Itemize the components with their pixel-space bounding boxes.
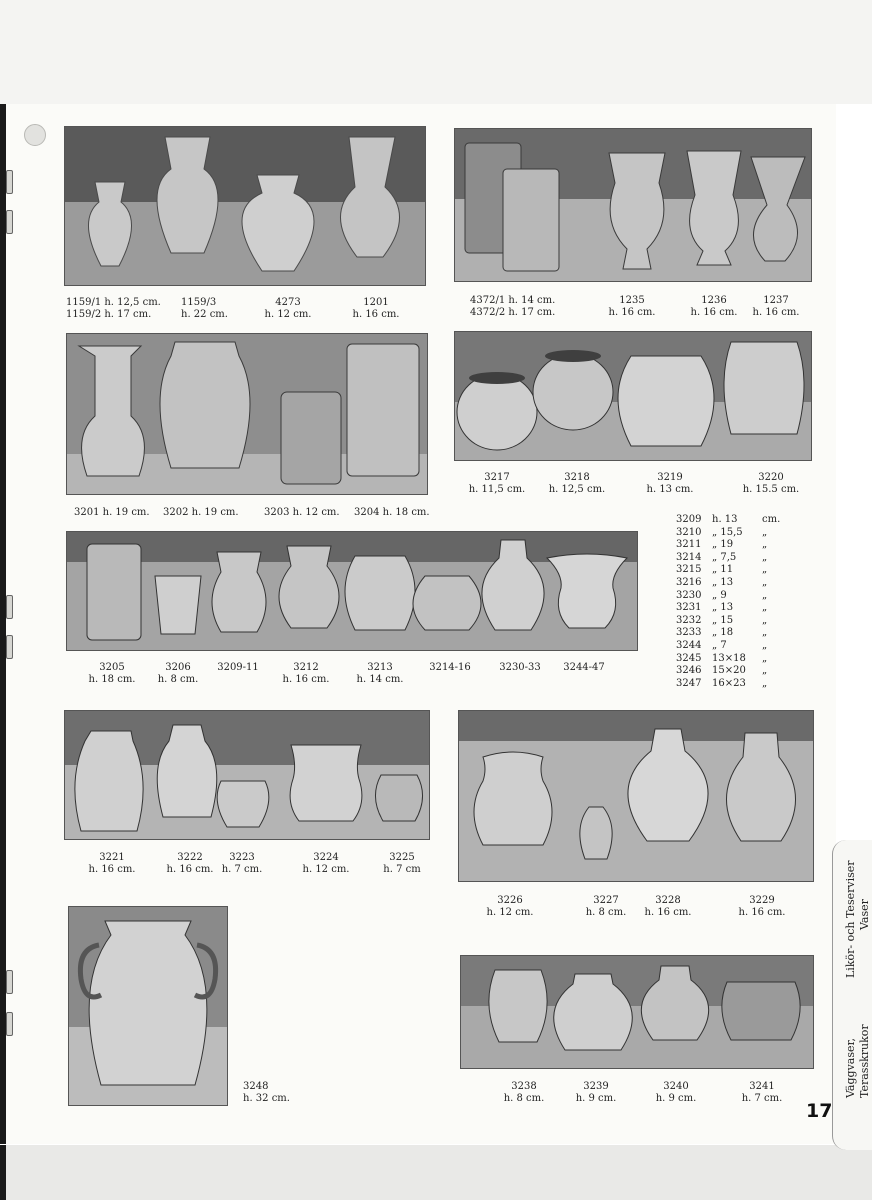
caption-1236 bbox=[682, 295, 746, 319]
caption-line: 1201 bbox=[363, 297, 389, 308]
size-table-row bbox=[676, 665, 780, 678]
size-table-cell: „ 7,5 bbox=[712, 551, 737, 563]
binder-clip bbox=[6, 635, 13, 659]
caption-3238 bbox=[494, 1081, 554, 1105]
caption-line: h. 7 cm bbox=[383, 864, 421, 875]
caption-line: h. 16 cm. bbox=[166, 864, 214, 875]
caption-3204: 3204 h. 18 cm. bbox=[354, 507, 430, 518]
caption-line: h. 11,5 cm. bbox=[468, 484, 526, 495]
photo-vase-3248 bbox=[68, 906, 228, 1106]
caption-3205 bbox=[80, 662, 144, 686]
caption-3228 bbox=[636, 895, 700, 919]
caption-line: 3240 bbox=[663, 1081, 689, 1092]
photo-vases-4372-1237 bbox=[454, 128, 812, 282]
size-table-cell: „ 15,5 bbox=[712, 526, 743, 538]
caption-3221 bbox=[80, 852, 144, 876]
photo-image bbox=[65, 711, 429, 839]
size-table bbox=[676, 514, 780, 690]
binder-clip bbox=[6, 970, 13, 994]
size-table-cell: 13×18 bbox=[712, 652, 746, 664]
caption-line: h. 16 cm. bbox=[352, 309, 400, 320]
caption-4273 bbox=[256, 297, 320, 321]
size-table-cell: 3209 bbox=[676, 514, 702, 525]
page-edge-bottom bbox=[0, 1145, 6, 1200]
caption-3214-16 bbox=[418, 662, 482, 674]
caption-line: h. 16 cm. bbox=[88, 864, 136, 875]
caption-line: h. 8 cm. bbox=[503, 1093, 545, 1104]
page-number: 17 bbox=[806, 1100, 833, 1122]
caption-1237 bbox=[744, 295, 808, 319]
caption-line: 3225 bbox=[389, 852, 415, 863]
size-table-cell: 3246 bbox=[676, 665, 702, 677]
caption-1235 bbox=[600, 295, 664, 319]
size-table-row bbox=[676, 527, 780, 540]
caption-line: 3218 bbox=[564, 472, 590, 483]
caption-line: 3227 bbox=[593, 895, 619, 906]
caption-line: h. 13 cm. bbox=[646, 484, 694, 495]
size-table-cell: 3244 bbox=[676, 639, 702, 651]
caption-line: 4273 bbox=[275, 297, 301, 308]
size-table-cell: 3215 bbox=[676, 564, 702, 576]
caption-3218 bbox=[540, 472, 614, 496]
size-table-row bbox=[676, 627, 780, 640]
caption-line: h. 7 cm. bbox=[741, 1093, 783, 1104]
caption-line: 3209-11 bbox=[217, 662, 259, 673]
caption-line: 1235 bbox=[619, 295, 645, 306]
binder-clip bbox=[6, 170, 13, 194]
caption-line: 3217 bbox=[484, 472, 510, 483]
caption-line: 1159/2 h. 17 cm. bbox=[66, 309, 152, 320]
size-table-row bbox=[676, 678, 780, 691]
caption-line: h. 16 cm. bbox=[282, 674, 330, 685]
tab-label-2-text: Vaser bbox=[858, 899, 871, 930]
caption-3203: 3203 h. 12 cm. bbox=[264, 507, 340, 518]
caption-1159 bbox=[66, 297, 161, 321]
size-table-row bbox=[676, 577, 780, 590]
size-table-cell: „ bbox=[762, 652, 768, 664]
size-table-cell: „ 15 bbox=[712, 614, 734, 626]
caption-3201: 3201 h. 19 cm. bbox=[74, 507, 150, 518]
size-table-cell: 15×20 bbox=[712, 665, 746, 677]
caption-3217 bbox=[460, 472, 534, 496]
photo-image bbox=[65, 127, 425, 285]
size-table-cell: „ bbox=[762, 665, 768, 677]
size-table-cell: „ 18 bbox=[712, 627, 734, 639]
size-table-row bbox=[676, 590, 780, 603]
caption-line: 3212 bbox=[293, 662, 319, 673]
caption-line: 4372/1 h. 14 cm. bbox=[470, 295, 556, 306]
caption-line: h. 16 cm. bbox=[608, 307, 656, 318]
caption-line: 1159/3 bbox=[181, 297, 217, 308]
caption-line: h. 12 cm. bbox=[486, 907, 534, 918]
size-table-cell: „ 13 bbox=[712, 576, 734, 588]
size-table-cell: „ bbox=[762, 539, 768, 551]
caption-3206 bbox=[146, 662, 210, 686]
caption-line: 3241 bbox=[749, 1081, 775, 1092]
punch-hole bbox=[24, 124, 46, 146]
caption-3244-47 bbox=[552, 662, 616, 674]
caption-line: 3228 bbox=[655, 895, 681, 906]
caption-line: h. 9 cm. bbox=[575, 1093, 617, 1104]
caption-3240 bbox=[646, 1081, 706, 1105]
photo-image bbox=[455, 129, 811, 281]
photo-vases-3205-3247 bbox=[66, 531, 638, 651]
caption-1159-3 bbox=[181, 297, 228, 321]
caption-3220 bbox=[734, 472, 808, 496]
caption-3241 bbox=[732, 1081, 792, 1105]
caption-line: 1236 bbox=[701, 295, 727, 306]
caption-line: h. 12,5 cm. bbox=[548, 484, 606, 495]
scan-background-top bbox=[0, 0, 872, 104]
photo-image bbox=[455, 332, 811, 460]
caption-line: h. 8 cm. bbox=[585, 907, 627, 918]
caption-3229 bbox=[730, 895, 794, 919]
caption-3222 bbox=[158, 852, 222, 876]
caption-line: 4372/2 h. 17 cm. bbox=[470, 307, 556, 318]
caption-line: h. 16 cm. bbox=[752, 307, 800, 318]
size-table-cell: „ bbox=[762, 614, 768, 626]
size-table-cell: „ 11 bbox=[712, 564, 734, 576]
photo-image bbox=[67, 532, 637, 650]
caption-line: 3244-47 bbox=[563, 662, 605, 673]
size-table-cell: „ bbox=[762, 627, 768, 639]
caption-line: h. 12 cm. bbox=[264, 309, 312, 320]
size-table-row bbox=[676, 539, 780, 552]
caption-line: 3248 bbox=[243, 1081, 269, 1092]
caption-line: 3238 bbox=[511, 1081, 537, 1092]
photo-vases-3226-3229 bbox=[458, 710, 814, 882]
photo-image bbox=[459, 711, 813, 881]
caption-line: 3214-16 bbox=[429, 662, 471, 673]
caption-line: 3230-33 bbox=[499, 662, 541, 673]
caption-line: 3205 bbox=[99, 662, 125, 673]
caption-line: 3239 bbox=[583, 1081, 609, 1092]
caption-3223 bbox=[214, 852, 270, 876]
size-table-cell: 3216 bbox=[676, 576, 702, 588]
caption-3227 bbox=[576, 895, 636, 919]
tab-label-4: Terasskrukor bbox=[858, 1024, 871, 1098]
photo-vases-3201-3204 bbox=[66, 333, 428, 495]
photo-vases-3217-3220 bbox=[454, 331, 812, 461]
photo-vases-3238-3241 bbox=[460, 955, 814, 1069]
caption-3209-11 bbox=[206, 662, 270, 674]
caption-line: h. 9 cm. bbox=[655, 1093, 697, 1104]
caption-3219 bbox=[638, 472, 702, 496]
caption-line: 3213 bbox=[367, 662, 393, 673]
caption-line: 1159/1 h. 12,5 cm. bbox=[66, 297, 161, 308]
caption-line: h. 16 cm. bbox=[738, 907, 786, 918]
caption-line: 3222 bbox=[177, 852, 203, 863]
size-table-cell: 16×23 bbox=[712, 677, 746, 689]
binder-clip bbox=[6, 1012, 13, 1036]
photo-vases-3221-3225 bbox=[64, 710, 430, 840]
caption-line: h. 14 cm. bbox=[356, 674, 404, 685]
tab-label-3: Väggvaser, bbox=[844, 1037, 857, 1098]
tab-label-1-text: Likör- och Teserviser bbox=[844, 860, 857, 978]
caption-line: h. 8 cm. bbox=[157, 674, 199, 685]
size-table-cell: 3211 bbox=[676, 539, 702, 551]
caption-line: h. 16 cm. bbox=[644, 907, 692, 918]
size-table-cell: h. 13 bbox=[712, 514, 738, 525]
photo-image bbox=[67, 334, 427, 494]
caption-3224 bbox=[294, 852, 358, 876]
size-table-row bbox=[676, 615, 780, 628]
caption-3212 bbox=[274, 662, 338, 686]
size-table-cell: 3233 bbox=[676, 627, 702, 639]
caption-3248 bbox=[243, 1081, 290, 1105]
binder-clip bbox=[6, 210, 13, 234]
caption-3226 bbox=[478, 895, 542, 919]
size-table-cell: 3230 bbox=[676, 589, 702, 601]
caption-line: 3224 bbox=[313, 852, 339, 863]
caption-3225 bbox=[370, 852, 434, 876]
size-table-cell: 3231 bbox=[676, 602, 702, 614]
size-table-cell: „ 13 bbox=[712, 602, 734, 614]
size-table-cell: 3247 bbox=[676, 677, 702, 689]
caption-line: 3226 bbox=[497, 895, 523, 906]
size-table-row bbox=[676, 564, 780, 577]
caption-line: 3221 bbox=[99, 852, 125, 863]
photo-image bbox=[461, 956, 813, 1068]
caption-3239 bbox=[566, 1081, 626, 1105]
size-table-cell: cm. bbox=[762, 514, 781, 525]
caption-line: h. 16 cm. bbox=[690, 307, 738, 318]
size-table-cell: „ bbox=[762, 602, 768, 614]
caption-3213 bbox=[348, 662, 412, 686]
size-table-cell: 3210 bbox=[676, 526, 702, 538]
caption-line: h. 32 cm. bbox=[243, 1093, 290, 1104]
size-table-row bbox=[676, 602, 780, 615]
size-table-cell: „ bbox=[762, 677, 768, 689]
caption-line: 3220 bbox=[758, 472, 784, 483]
size-table-cell: „ bbox=[762, 589, 768, 601]
size-table-cell: „ bbox=[762, 639, 768, 651]
caption-4372 bbox=[470, 295, 555, 319]
size-table-cell: „ 7 bbox=[712, 639, 727, 651]
photo-image bbox=[69, 907, 227, 1105]
caption-line: 1237 bbox=[763, 295, 789, 306]
caption-line: h. 18 cm. bbox=[88, 674, 136, 685]
caption-line: 3219 bbox=[657, 472, 683, 483]
scan-background-bottom bbox=[0, 1145, 872, 1200]
caption-line: 3223 bbox=[229, 852, 255, 863]
size-table-cell: „ bbox=[762, 576, 768, 588]
caption-line: h. 15.5 cm. bbox=[742, 484, 800, 495]
caption-line: h. 22 cm. bbox=[181, 309, 228, 320]
caption-line: 3206 bbox=[165, 662, 191, 673]
size-table-cell: „ bbox=[762, 526, 768, 538]
binder-clip bbox=[6, 595, 13, 619]
size-table-cell: „ 19 bbox=[712, 539, 734, 551]
size-table-cell: 3214 bbox=[676, 551, 702, 563]
size-table-row bbox=[676, 552, 780, 565]
photo-vases-1159-1201 bbox=[64, 126, 426, 286]
caption-3202: 3202 h. 19 cm. bbox=[163, 507, 239, 518]
size-table-cell: 3245 bbox=[676, 652, 702, 664]
size-table-row bbox=[676, 640, 780, 653]
size-table-row bbox=[676, 514, 780, 527]
caption-line: h. 12 cm. bbox=[302, 864, 350, 875]
size-table-cell: „ bbox=[762, 564, 768, 576]
caption-3230-33 bbox=[488, 662, 552, 674]
caption-line: h. 7 cm. bbox=[221, 864, 263, 875]
size-table-cell: „ bbox=[762, 551, 768, 563]
size-table-cell: „ 9 bbox=[712, 589, 727, 601]
size-table-cell: 3232 bbox=[676, 614, 702, 626]
caption-line: 3229 bbox=[749, 895, 775, 906]
size-table-row bbox=[676, 653, 780, 666]
caption-1201 bbox=[344, 297, 408, 321]
